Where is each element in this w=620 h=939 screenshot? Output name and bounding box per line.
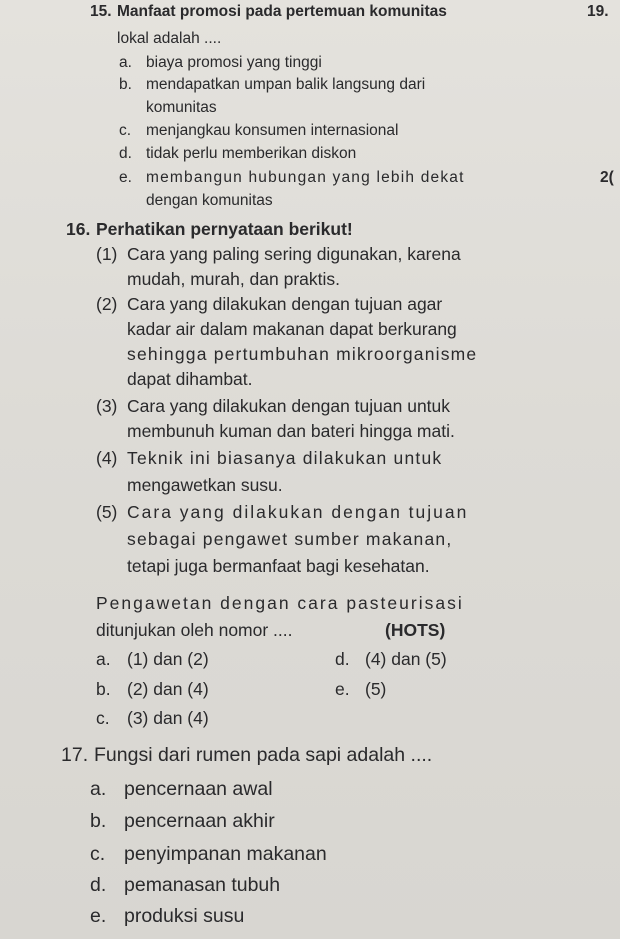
question-15-option-b-text-line-2: komunitas [146,99,217,116]
question-15-option-c-letter: c. [119,122,132,139]
question-15-option-e-text-line-1: membangun hubungan yang lebih dekat [146,169,465,186]
question-16-option-c-letter: c. [96,708,110,728]
question-15-option-a-letter: a. [119,54,132,71]
question-17-option-c-letter: c. [90,843,106,865]
statement-5-line-3: tetapi juga bermanfaat bagi kesehatan. [127,556,430,576]
question-17-option-e-letter: e. [90,905,107,927]
question-17-stem: Fungsi dari rumen pada sapi adalah .... [94,744,433,766]
question-16-prompt-line-2: ditunjukan oleh nomor .... [96,620,293,640]
question-15-option-e-letter: e. [119,169,132,186]
statement-5-line-2: sebagai pengawet sumber makanan, [127,529,453,549]
statement-2-line-3: sehingga pertumbuhan mikroorganisme [127,344,478,364]
statement-2-line-4: dapat dihambat. [127,369,253,389]
statement-2-number: (2) [96,294,118,314]
question-15-option-a-text: biaya promosi yang tinggi [146,54,322,71]
question-17-number: 17. [61,744,89,766]
question-16-prompt-line-1: Pengawetan dengan cara pasteurisasi [96,593,464,613]
question-15-stem-line-2: lokal adalah .... [117,30,222,47]
statement-1-line-2: mudah, murah, dan praktis. [127,269,341,289]
question-16-hots-label: (HOTS) [385,620,446,640]
question-16-option-d-letter: d. [335,649,350,669]
question-15-option-d-text: tidak perlu memberikan diskon [146,145,357,162]
question-16-option-a-text: (1) dan (2) [127,649,209,669]
statement-2-line-2: kadar air dalam makanan dapat berkurang [127,319,457,339]
question-15-stem-line-1: Manfaat promosi pada pertemuan komunitas [117,3,447,20]
question-16-option-a-letter: a. [96,649,111,669]
question-15-option-c-text: menjangkau konsumen internasional [146,122,399,139]
question-16-option-c-text: (3) dan (4) [127,708,209,728]
question-15-option-d-letter: d. [119,145,132,162]
statement-3-line-2: membunuh kuman dan bateri hingga mati. [127,421,455,441]
statement-1-number: (1) [96,244,118,264]
question-16-option-e-text: (5) [365,679,387,699]
statement-1-line-1: Cara yang paling sering digunakan, karena [127,244,461,264]
statement-3-number: (3) [96,396,118,416]
next-column-number-20: 2( [600,169,614,186]
question-17-option-b-text: pencernaan akhir [124,810,275,832]
question-17-option-d-text: pemanasan tubuh [124,874,281,896]
statement-2-line-1: Cara yang dilakukan dengan tujuan agar [127,294,443,314]
next-column-number-19: 19. [587,3,609,20]
statement-4-number: (4) [96,448,118,468]
question-17-option-d-letter: d. [90,874,107,896]
question-17-option-b-letter: b. [90,810,107,832]
question-17-option-a-text: pencernaan awal [124,778,273,800]
statement-4-line-1: Teknik ini biasanya dilakukan untuk [127,448,443,468]
statement-4-line-2: mengawetkan susu. [127,475,283,495]
question-16-option-d-text: (4) dan (5) [365,649,447,669]
question-16-number: 16. [66,219,91,239]
statement-5-number: (5) [96,502,118,522]
question-17-option-e-text: produksi susu [124,905,245,927]
statement-5-line-1: Cara yang dilakukan dengan tujuan [127,502,469,522]
question-16-option-b-letter: b. [96,679,111,699]
statement-3-line-1: Cara yang dilakukan dengan tujuan untuk [127,396,451,416]
question-17-option-c-text: penyimpanan makanan [124,843,327,865]
question-17-option-a-letter: a. [90,778,107,800]
question-16-stem: Perhatikan pernyataan berikut! [96,219,353,239]
question-15-number: 15. [90,3,112,20]
question-16-option-e-letter: e. [335,679,350,699]
question-15-option-b-letter: b. [119,76,132,93]
question-15-option-e-text-line-2: dengan komunitas [146,192,273,209]
question-16-option-b-text: (2) dan (4) [127,679,209,699]
question-15-option-b-text-line-1: mendapatkan umpan balik langsung dari [146,76,426,93]
